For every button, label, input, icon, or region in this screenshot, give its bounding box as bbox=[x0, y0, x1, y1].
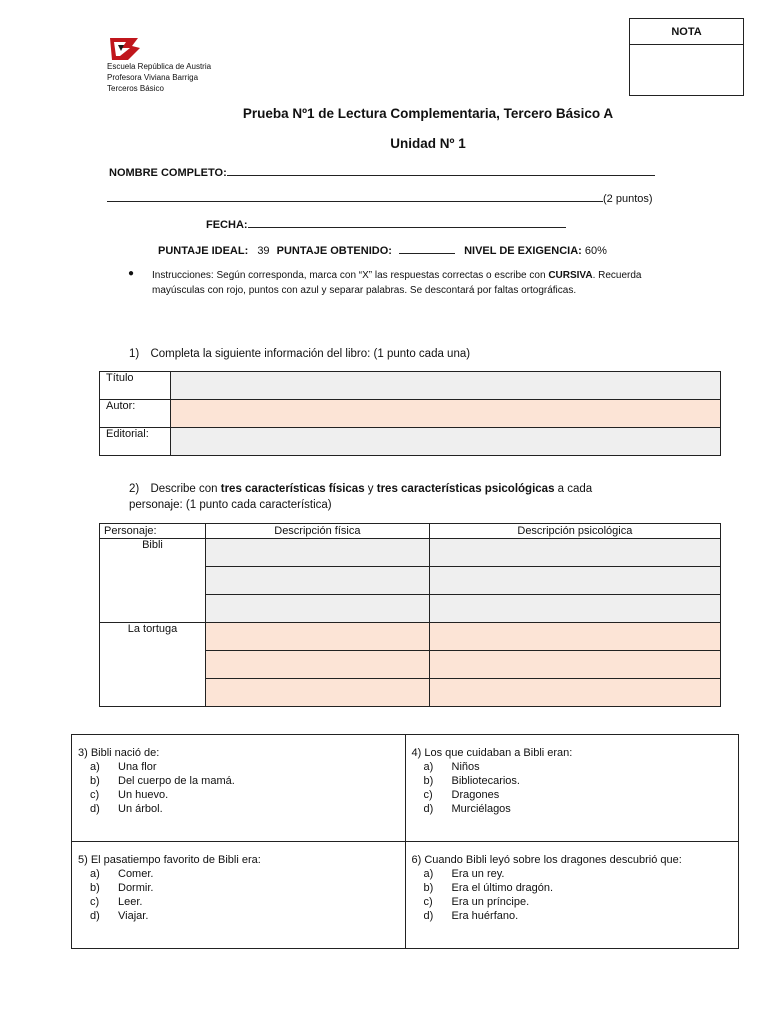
question-2-mid: y bbox=[364, 483, 377, 495]
table-row bbox=[72, 735, 739, 842]
physical-field[interactable] bbox=[206, 651, 430, 679]
character-tortuga: La tortuga bbox=[100, 623, 206, 707]
option-letter: c) bbox=[423, 789, 433, 801]
option[interactable] bbox=[412, 867, 733, 881]
table-header-row bbox=[100, 524, 721, 539]
book-info-table bbox=[99, 371, 721, 456]
option[interactable] bbox=[412, 760, 733, 774]
option-text: Niños bbox=[451, 761, 480, 773]
name-field[interactable] bbox=[227, 165, 655, 176]
table-row bbox=[100, 623, 721, 651]
table-row bbox=[100, 400, 721, 428]
instructions bbox=[152, 268, 657, 298]
title-field[interactable] bbox=[171, 372, 721, 400]
option-letter: c) bbox=[90, 896, 100, 908]
table-row bbox=[72, 842, 739, 949]
question-2-line2: personaje: (1 punto cada característica) bbox=[129, 499, 332, 511]
option-letter: a) bbox=[423, 761, 434, 773]
option-text: Era un rey. bbox=[451, 868, 505, 880]
option-letter: d) bbox=[90, 803, 100, 815]
psychological-field[interactable] bbox=[429, 567, 720, 595]
option-letter: a) bbox=[90, 761, 100, 773]
header-psychological: Descripción psicológica bbox=[429, 524, 720, 539]
header-physical: Descripción física bbox=[206, 524, 430, 539]
grade-box-label: NOTA bbox=[630, 19, 743, 45]
question-4 bbox=[405, 735, 739, 842]
question-1-text: Completa la siguiente información del libro: (1 punto cada una) bbox=[150, 348, 471, 360]
option[interactable] bbox=[78, 867, 399, 881]
grade-level: Terceros Básico bbox=[107, 84, 164, 93]
option[interactable] bbox=[78, 895, 399, 909]
table-row bbox=[100, 372, 721, 400]
option-letter: b) bbox=[90, 882, 100, 894]
level-value: 60% bbox=[584, 245, 607, 257]
option-text: Una flor bbox=[118, 761, 157, 773]
option-text: Del cuerpo de la mamá. bbox=[118, 775, 235, 787]
option[interactable] bbox=[412, 895, 733, 909]
option[interactable] bbox=[412, 802, 733, 816]
option[interactable] bbox=[78, 760, 399, 774]
physical-field[interactable] bbox=[206, 567, 430, 595]
option-text: Murciélagos bbox=[451, 803, 511, 815]
ideal-score-value: 39 bbox=[257, 245, 270, 257]
obtained-score-field[interactable] bbox=[399, 243, 455, 254]
option-letter: d) bbox=[423, 910, 434, 922]
publisher-label: Editorial: bbox=[100, 428, 171, 456]
option-letter: b) bbox=[423, 882, 434, 894]
author-field[interactable] bbox=[171, 400, 721, 428]
option[interactable] bbox=[78, 788, 399, 802]
question-6 bbox=[405, 842, 739, 949]
option-text: Dormir. bbox=[118, 882, 154, 894]
instructions-cursiva: CURSIVA bbox=[548, 270, 593, 281]
publisher-field[interactable] bbox=[171, 428, 721, 456]
question-3 bbox=[72, 735, 406, 842]
question-4-text: 4) Los que cuidaban a Bibli eran: bbox=[411, 747, 573, 759]
question-2-pre: Describe con bbox=[150, 483, 221, 495]
name-row-2 bbox=[107, 191, 653, 205]
option-text: Bibliotecarios. bbox=[451, 775, 520, 787]
psychological-field[interactable] bbox=[429, 651, 720, 679]
table-row bbox=[100, 428, 721, 456]
question-1-number: 1) bbox=[129, 348, 140, 360]
psychological-field[interactable] bbox=[429, 539, 720, 567]
question-2-bold-1: tres características físicas bbox=[220, 483, 365, 495]
option-letter: d) bbox=[423, 803, 434, 815]
question-1 bbox=[129, 346, 470, 362]
option[interactable] bbox=[412, 881, 733, 895]
characters-table bbox=[99, 523, 721, 707]
instructions-part1: Instrucciones: Según corresponda, marca con “X” las respuestas correctas o escribe con bbox=[152, 270, 549, 281]
option-text: Leer. bbox=[118, 896, 143, 908]
option-text: Era un príncipe. bbox=[451, 896, 530, 908]
grade-box bbox=[629, 18, 744, 96]
name-label: NOMBRE COMPLETO: bbox=[109, 167, 227, 179]
option-text: Dragones bbox=[451, 789, 500, 801]
physical-field[interactable] bbox=[206, 623, 430, 651]
points-note: (2 puntos) bbox=[603, 193, 653, 205]
option-letter: a) bbox=[90, 868, 100, 880]
psychological-field[interactable] bbox=[429, 623, 720, 651]
obtained-score-label: PUNTAJE OBTENIDO: bbox=[276, 245, 392, 257]
option[interactable] bbox=[412, 788, 733, 802]
question-2-bold-2: tres características psicológicas bbox=[376, 483, 555, 495]
option[interactable] bbox=[78, 774, 399, 788]
option[interactable] bbox=[412, 774, 733, 788]
question-2-number: 2) bbox=[129, 483, 140, 495]
character-bibli: Bibli bbox=[100, 539, 206, 623]
test-title: Prueba Nº1 de Lectura Complementaria, Tercero Básico A bbox=[242, 106, 614, 121]
option-text: Un árbol. bbox=[118, 803, 163, 815]
question-5-text: 5) El pasatiempo favorito de Bibli era: bbox=[78, 854, 261, 866]
physical-field[interactable] bbox=[206, 679, 430, 707]
option[interactable] bbox=[78, 881, 399, 895]
option-letter: a) bbox=[423, 868, 434, 880]
question-6-text: 6) Cuando Bibli leyó sobre los dragones descubrió que: bbox=[411, 854, 682, 866]
option-text: Era el último dragón. bbox=[451, 882, 553, 894]
option-text: Comer. bbox=[118, 868, 154, 880]
option[interactable] bbox=[412, 909, 733, 923]
psychological-field[interactable] bbox=[429, 595, 720, 623]
option-letter: c) bbox=[90, 789, 100, 801]
title-label: Título bbox=[100, 372, 171, 400]
name-field-2[interactable] bbox=[107, 191, 603, 202]
name-row bbox=[109, 165, 655, 179]
date-row bbox=[206, 217, 566, 231]
option-letter: b) bbox=[90, 775, 100, 787]
physical-field[interactable] bbox=[206, 595, 430, 623]
header-character: Personaje: bbox=[100, 524, 206, 539]
multiple-choice-table bbox=[71, 734, 739, 949]
option-text: Era huérfano. bbox=[451, 910, 519, 922]
score-row bbox=[158, 243, 607, 257]
option-letter: d) bbox=[90, 910, 100, 922]
instructions-part2: . Recuerda mayúsculas con rojo, puntos con azul y separar palabras. Se descontará por faltas ortográficas. bbox=[152, 270, 642, 296]
table-row bbox=[100, 539, 721, 567]
bullet-icon: ● bbox=[128, 268, 135, 279]
option[interactable] bbox=[78, 802, 399, 816]
author-label: Autor: bbox=[100, 400, 171, 428]
option-letter: b) bbox=[423, 775, 434, 787]
date-label: FECHA: bbox=[206, 219, 248, 231]
unit-title: Unidad Nº 1 bbox=[390, 136, 466, 151]
school-info bbox=[107, 61, 211, 94]
teacher-name: Profesora Viviana Barriga bbox=[107, 73, 199, 82]
option-text: Un huevo. bbox=[118, 789, 169, 801]
question-2 bbox=[129, 481, 649, 513]
date-field[interactable] bbox=[248, 217, 566, 228]
psychological-field[interactable] bbox=[429, 679, 720, 707]
question-2-post: a cada bbox=[554, 483, 593, 495]
option-text: Viajar. bbox=[118, 910, 149, 922]
question-5 bbox=[72, 842, 406, 949]
physical-field[interactable] bbox=[206, 539, 430, 567]
option-letter: c) bbox=[423, 896, 433, 908]
grade-box-field[interactable] bbox=[630, 45, 743, 95]
option[interactable] bbox=[78, 909, 399, 923]
level-label: NIVEL DE EXIGENCIA: bbox=[464, 245, 582, 257]
school-logo bbox=[108, 36, 142, 62]
question-3-text: 3) Bibli nació de: bbox=[78, 747, 160, 759]
school-name: Escuela República de Austria bbox=[107, 62, 212, 71]
ideal-score-label: PUNTAJE IDEAL: bbox=[158, 245, 249, 257]
